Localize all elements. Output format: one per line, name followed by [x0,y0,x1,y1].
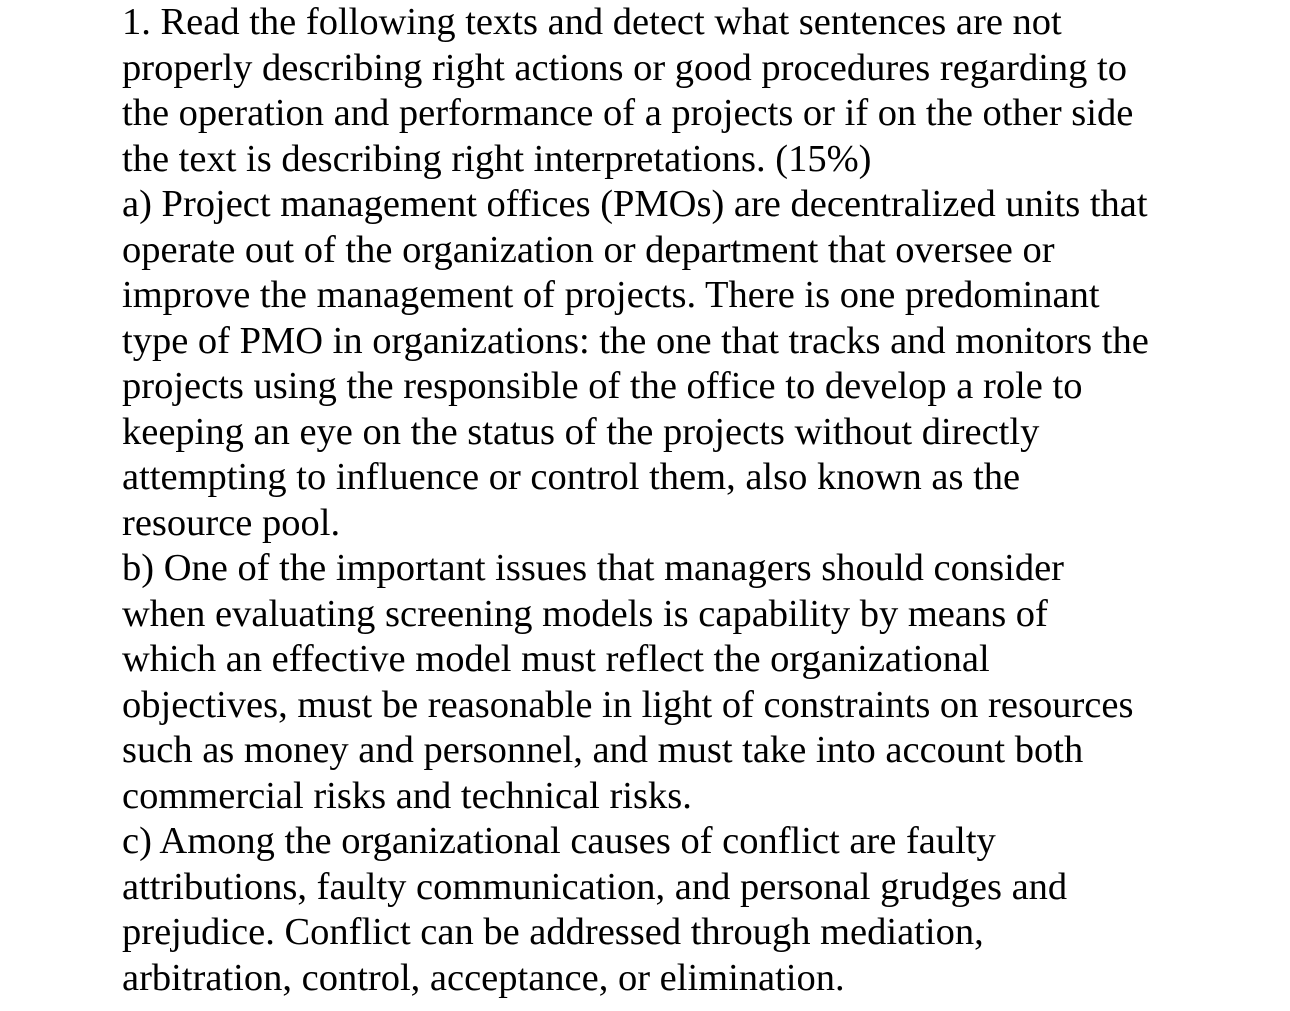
text-line: c) Among the organizational causes of conflict are faulty [122,820,996,862]
text-line: attempting to influence or control them, also known as the [122,456,1021,498]
text-line: type of PMO in organizations: the one that tracks and monitors the [122,319,1149,362]
item-b [122,546,1282,819]
item-c [122,819,1282,1001]
text-line: properly describing right actions or good procedures regarding to [122,46,1127,89]
question-prompt [122,0,1282,182]
text-line: the text is describing right interpretations. (15%) [122,137,872,180]
text-line: a) Project management offices (PMOs) are decentralized units that [122,183,1148,225]
text-line: such as money and personnel, and must take into account both [122,729,1084,771]
text-line: attributions, faulty communication, and personal grudges and [122,865,1068,908]
text-line: improve the management of projects. There is one predominant [122,274,1100,316]
text-line: projects using the responsible of the office to develop a role to [122,365,1083,407]
text-line: resource pool. [122,501,341,544]
text-line: when evaluating screening models is capability by means of [122,592,1048,635]
text-line: operate out of the organization or department that oversee or [122,228,1055,271]
text-line: prejudice. Conflict can be addressed through mediation, [122,911,984,953]
item-a [122,182,1282,546]
text-line: which an effective model must reflect the organizational [122,638,990,680]
text-line: objectives, must be reasonable in light of constraints on resources [122,683,1134,726]
document-body [122,0,1282,1001]
text-line: the operation and performance of a projects or if on the other side [122,92,1134,134]
text-line: 1. Read the following texts and detect what sentences are not [122,1,1062,43]
text-line: arbitration, control, acceptance, or elimination. [122,956,845,999]
text-line: b) One of the important issues that managers should consider [122,547,1064,589]
text-line: commercial risks and technical risks. [122,774,692,817]
text-line: keeping an eye on the status of the projects without directly [122,410,1040,453]
